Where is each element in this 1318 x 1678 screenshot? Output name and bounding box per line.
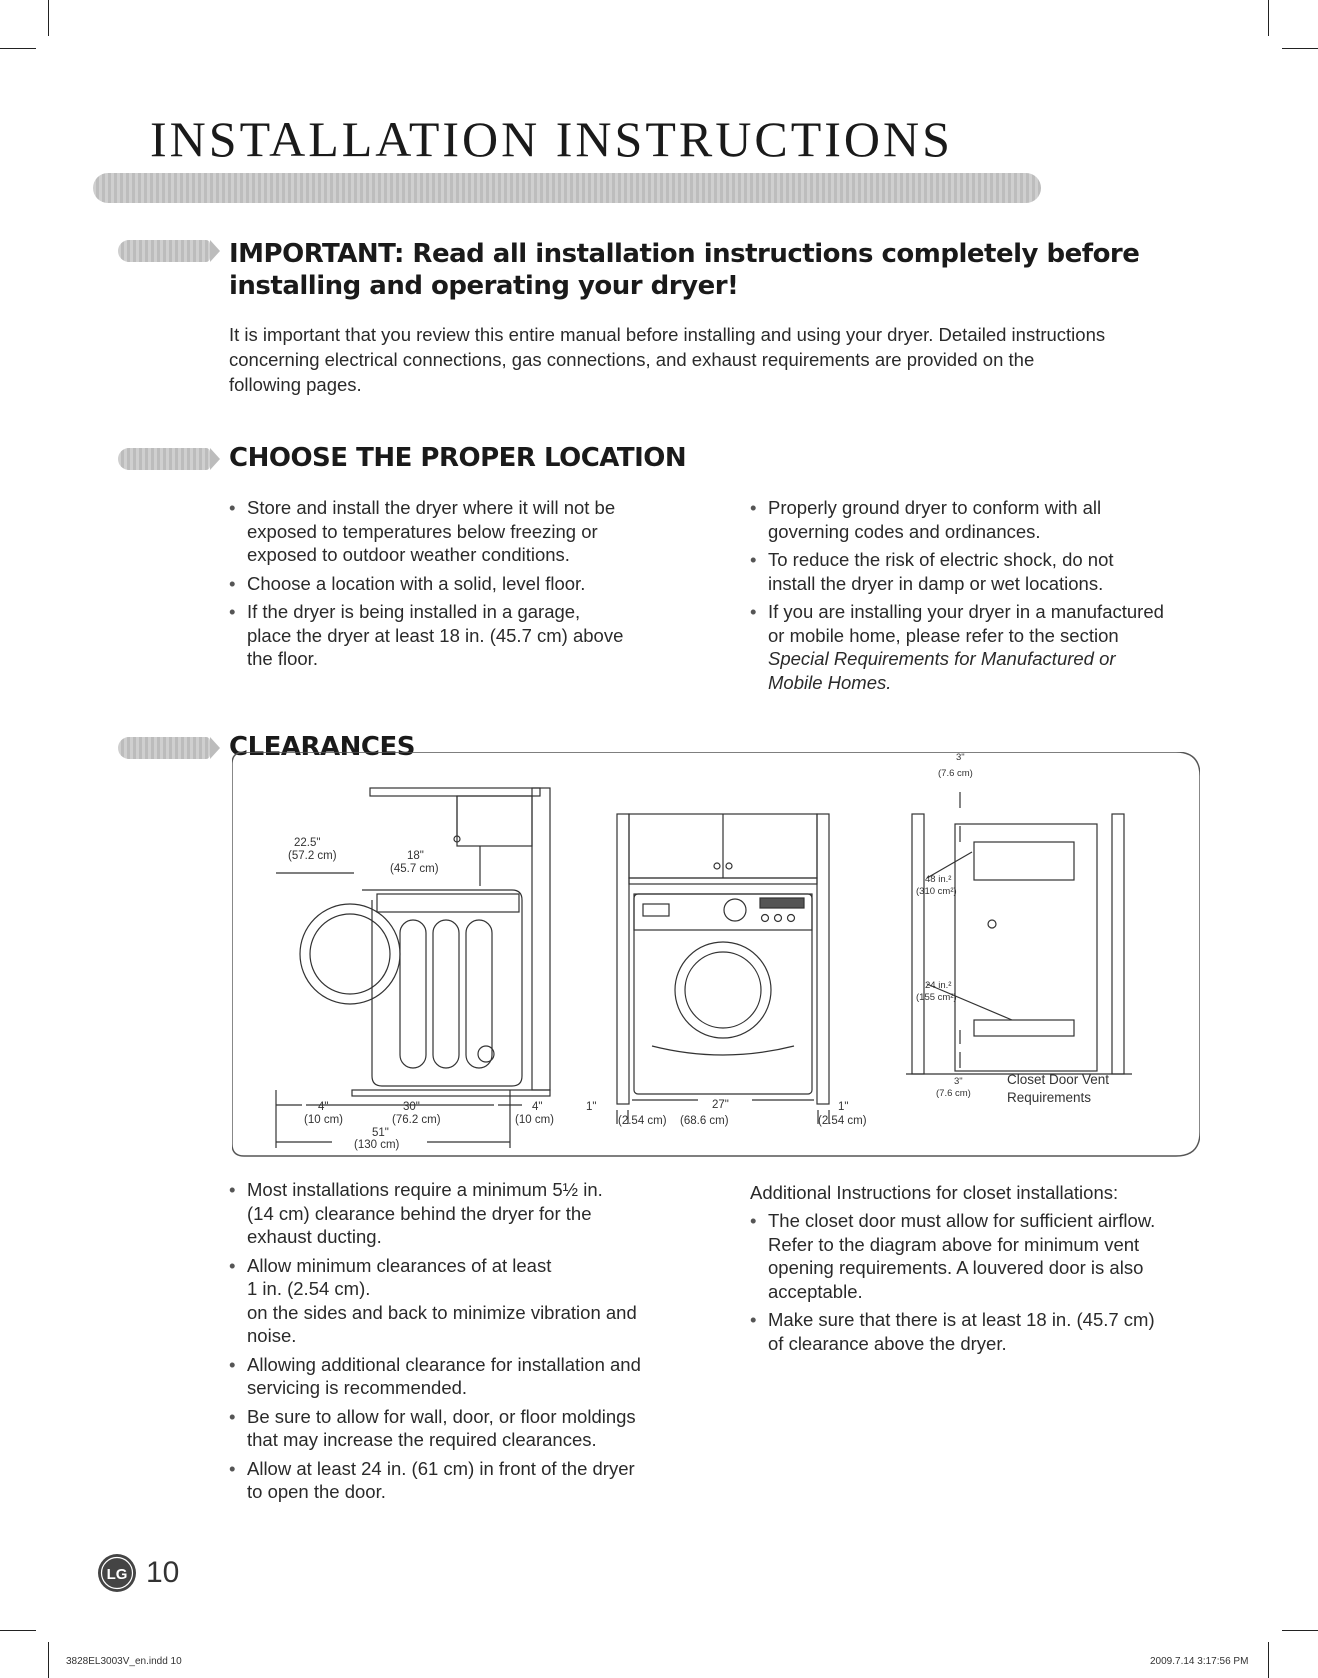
dim-front-width: 27" bbox=[712, 1099, 729, 1111]
list-item: • Allowing additional clearance for installation and servicing is recommended. bbox=[229, 1353, 689, 1400]
section-marker bbox=[118, 240, 210, 262]
crop-mark bbox=[1268, 1642, 1269, 1678]
closet-door-view bbox=[906, 814, 1132, 1074]
dim-front-right: 1" bbox=[838, 1101, 849, 1113]
print-timestamp: 2009.7.14 3:17:56 PM bbox=[1150, 1656, 1249, 1667]
list-item: • To reduce the risk of electric shock, do not install the dryer in damp or wet locations. bbox=[750, 548, 1220, 595]
dim-front-cm: (10 cm) bbox=[515, 1114, 554, 1126]
crop-mark bbox=[48, 0, 49, 36]
important-body-line: It is important that you review this entire manual before installing and using your dryer. Detailed instructions bbox=[229, 324, 1106, 345]
closet-notes-list bbox=[750, 1209, 1220, 1360]
dim-vent-top: 48 in.² bbox=[925, 874, 952, 885]
page-number: 10 bbox=[146, 1556, 180, 1589]
page-title: INSTALLATION INSTRUCTIONS bbox=[150, 111, 953, 167]
closet-door-dimensions bbox=[916, 752, 1109, 1105]
section-marker bbox=[118, 448, 210, 470]
closet-intro: Additional Instructions for closet installations: bbox=[750, 1182, 1119, 1203]
list-item: • Most installations require a minimum 5½ in. (14 cm) clearance behind the dryer for the exhaust ducting. bbox=[229, 1178, 689, 1249]
dim-front-left: 1" bbox=[586, 1101, 597, 1113]
important-heading bbox=[229, 238, 1139, 302]
list-item: • If the dryer is being installed in a garage, place the dryer at least 18 in. (45.7 cm) above the floor. bbox=[229, 600, 669, 671]
dim-front-width-cm: (68.6 cm) bbox=[680, 1115, 729, 1127]
important-body bbox=[229, 322, 1105, 397]
important-body-line: concerning electrical connections, gas connections, and exhaust requirements are provided on the bbox=[229, 349, 1035, 370]
clearance-diagram bbox=[232, 752, 1200, 1158]
dim-vent-top-cm: (310 cm²) bbox=[916, 886, 957, 897]
list-item: • Properly ground dryer to conform with all governing codes and ordinances. bbox=[750, 496, 1220, 543]
list-item: • Choose a location with a solid, level floor. bbox=[229, 572, 669, 596]
crop-mark bbox=[1282, 1630, 1318, 1631]
location-list-left bbox=[229, 496, 669, 676]
location-heading: CHOOSE THE PROPER LOCATION bbox=[229, 443, 687, 473]
dim-total-cm: (130 cm) bbox=[354, 1139, 400, 1151]
location-list-right bbox=[750, 496, 1220, 699]
important-heading-line2: installing and operating your dryer! bbox=[229, 271, 739, 301]
important-heading-line1: IMPORTANT: Read all installation instructions completely before bbox=[229, 239, 1140, 269]
list-item: • If you are installing your dryer in a manufactured or mobile home, please refer to the section Special Requirements for Manufactured or Mobile Homes. bbox=[750, 600, 1220, 694]
dim-top-height-cm: (45.7 cm) bbox=[390, 863, 439, 875]
dim-top-depth: 22.5" bbox=[294, 837, 321, 849]
dim-front-right-cm: (2.54 cm) bbox=[818, 1115, 867, 1127]
dim-vent-bottom: 24 in.² bbox=[925, 980, 952, 991]
side-view-dryer bbox=[300, 788, 550, 1096]
lg-logo bbox=[96, 1552, 138, 1594]
crop-mark bbox=[48, 1642, 49, 1678]
front-view-dryer bbox=[617, 814, 829, 1104]
dim-depth-cm: (76.2 cm) bbox=[392, 1114, 441, 1126]
dim-total: 51" bbox=[372, 1127, 389, 1139]
dim-door-bottom-cm: (7.6 cm) bbox=[936, 1088, 971, 1099]
title-divider-bar bbox=[93, 173, 1041, 203]
door-caption-line2: Requirements bbox=[1007, 1090, 1092, 1105]
dim-back: 4" bbox=[318, 1101, 329, 1113]
front-view-dimensions bbox=[586, 1099, 867, 1127]
crop-mark bbox=[1268, 0, 1269, 36]
dim-back-cm: (10 cm) bbox=[304, 1114, 343, 1126]
dim-top-height: 18" bbox=[407, 850, 424, 862]
list-item: • The closet door must allow for sufficient airflow. Refer to the diagram above for minimum vent opening requirements. A louvered door is also acceptable. bbox=[750, 1209, 1220, 1303]
crop-mark bbox=[0, 1630, 36, 1631]
dim-vent-bottom-cm: (155 cm²) bbox=[916, 992, 957, 1003]
section-reference: Special Requirements for Manufactured or bbox=[768, 648, 1116, 669]
lg-logo-text: LG bbox=[106, 1566, 128, 1583]
section-marker bbox=[118, 737, 210, 759]
crop-mark bbox=[1282, 48, 1318, 49]
list-item: • Allow minimum clearances of at least 1 in. (2.54 cm). on the sides and back to minimize vibration and noise. bbox=[229, 1254, 689, 1348]
list-item: • Store and install the dryer where it will not be exposed to temperatures below freezing or exposed to outdoor weather conditions. bbox=[229, 496, 669, 567]
important-body-line: following pages. bbox=[229, 374, 362, 395]
file-name: 3828EL3003V_en.indd 10 bbox=[66, 1656, 182, 1667]
dim-front-left-cm: (2.54 cm) bbox=[618, 1115, 667, 1127]
clearance-notes-list bbox=[229, 1178, 689, 1509]
door-caption-line1: Closet Door Vent bbox=[1007, 1072, 1110, 1087]
side-view-dimensions bbox=[276, 837, 554, 1151]
dim-top-depth-cm: (57.2 cm) bbox=[288, 850, 337, 862]
dim-depth: 30" bbox=[403, 1101, 420, 1113]
dim-door-top: 3" bbox=[956, 752, 965, 763]
list-item: • Allow at least 24 in. (61 cm) in front of the dryer to open the door. bbox=[229, 1457, 689, 1504]
clearances-heading: CLEARANCES bbox=[229, 732, 416, 762]
dim-door-bottom: 3" bbox=[954, 1076, 963, 1087]
list-item: • Be sure to allow for wall, door, or floor moldings that may increase the required clearances. bbox=[229, 1405, 689, 1452]
dim-door-top-cm: (7.6 cm) bbox=[938, 768, 973, 779]
crop-mark bbox=[0, 48, 36, 49]
list-item: • Make sure that there is at least 18 in. (45.7 cm) of clearance above the dryer. bbox=[750, 1308, 1220, 1355]
dim-front: 4" bbox=[532, 1101, 543, 1113]
